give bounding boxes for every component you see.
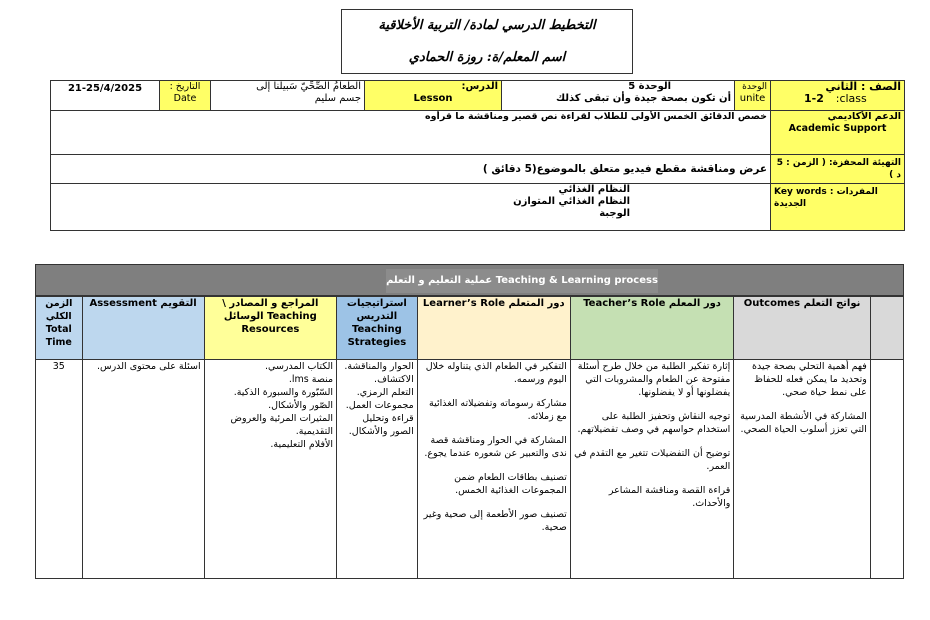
row-time: 35: [36, 360, 83, 579]
unit-title: أن تكون بصحة جيدة وأن تبقى كذلك: [555, 93, 732, 104]
warmup-label: التهيئة المحفزة: ( الزمن : 5 د ): [771, 155, 905, 184]
learner-item: المشاركة في الحوار ومناقشة قصة ندى والتعبير عن شعوره عندما يجوع.: [424, 435, 567, 459]
vocab-label-cell: [771, 184, 905, 231]
lesson-name-line1: الطَّعامُ الصِّحِّيّ سَبيلُنا إلى: [256, 81, 362, 92]
grade-label: الصف : الثاني: [825, 80, 902, 93]
class-line: [774, 93, 901, 105]
strategy-item: مجموعات العمل.: [345, 400, 414, 411]
vocab-item-1: النظام الغذائي: [558, 184, 631, 195]
resource-item: السّبّورة والسبورة الذكية.: [233, 387, 334, 398]
vocab-label-ar: المفردات الجديدة: [774, 187, 878, 209]
grade-cell: [771, 81, 905, 111]
teacher-item: توضيح أن التفضيلات تتغير مع التقدم في العمر.: [574, 448, 731, 472]
class-value: 1-2: [804, 92, 824, 105]
lesson-label-cell: [365, 81, 502, 111]
class-label: :class: [835, 92, 867, 105]
date-label-en: Date: [173, 93, 197, 104]
learner-item: مشاركة رسوماته وتفضيلاته الغذائية مع زملائه.: [429, 398, 567, 422]
outcome-item: فهم أهمية التحلي بصحة جيدة وتحديد ما يمكن فعله للحفاظ على نمط حياة صحي.: [752, 361, 867, 398]
learner-item: تصنيف صور الأطعمة إلى صحية وغير صحية.: [423, 509, 567, 533]
resource-item: الكتاب المدرسي.: [265, 361, 334, 372]
unit-label-en: unite: [739, 93, 766, 104]
col-learner: Learner’s Role دور المتعلم: [417, 297, 570, 360]
learner-item: تصنيف بطاقات الطعام ضمن المجموعات الغذائية الخمس.: [454, 472, 567, 496]
lesson-name-line2: جسم سليم: [314, 93, 362, 104]
row-strategies: [337, 360, 418, 579]
vocab-item-2: النظام الغذائي المتوازن: [513, 196, 631, 207]
teacher-name: اسم المعلم/ة: روزة الحمادي: [408, 50, 566, 65]
lesson-label-ar: الدرس:: [461, 81, 499, 92]
support-label-en: Academic Support: [788, 123, 887, 134]
resource-item: الصّور والأشكال.: [268, 400, 334, 411]
date-value: 21-25/4/2025: [51, 81, 160, 111]
strategy-item: الاكتشاف.: [374, 374, 414, 385]
teacher-item: توجيه النقاش وتحفيز الطلبة على استخدام حواسهم في وصف تفضيلاتهم.: [577, 411, 731, 435]
row-spacer: [870, 360, 903, 579]
strategy-item: الحوار والمناقشة.: [344, 361, 414, 372]
date-label-cell: [160, 81, 211, 111]
vocab-item-3: الوجبة: [599, 208, 631, 219]
col-spacer: [870, 297, 903, 360]
learner-item: التفكير في الطعام الذي يتناوله خلال اليوم ورسمه.: [425, 361, 567, 385]
lesson-name-cell: [211, 81, 365, 111]
outcome-item: المشاركة في الأنشطة المدرسية التي تعزز أسلوب الحياة الصحي.: [740, 411, 867, 435]
col-time: الزمن الكلي Total Time: [36, 297, 83, 360]
row-resources: [204, 360, 336, 579]
row-outcomes: [734, 360, 871, 579]
vocab-list: [51, 184, 771, 231]
row-learner: [417, 360, 570, 579]
support-label-ar: الدعم الأكاديمي: [827, 111, 902, 122]
teacher-item: إثارة تفكير الطلبة من خلال طرح أسئلة مفتوحة عن الطعام والمشروبات التي يفضلونها أو لا يفضلونها.: [577, 361, 731, 398]
resource-item: منصة lms.: [288, 374, 334, 385]
col-teacher: Teacher’s Role دور المعلم: [570, 297, 733, 360]
strategy-item: التعلم الرمزي.: [356, 387, 414, 398]
row-teacher: [570, 360, 733, 579]
unit-label-ar: الوحدة: [742, 82, 768, 92]
process-header: [35, 264, 904, 296]
warmup-text: عرض ومناقشة مقطع فيديو متعلق بالموضوع(5 دقائق ): [51, 155, 771, 184]
col-assessment: Assessment التقويم: [82, 297, 204, 360]
title-box: [341, 9, 633, 74]
strategy-item: قراءة وتحليل الصور والأشكال.: [348, 413, 414, 437]
date-label-ar: التاريخ :: [169, 81, 201, 92]
col-resources: المراجع و المصادر \ الوسائل Teaching Resources: [204, 297, 336, 360]
resource-item: الأفلام التعليمية.: [270, 439, 334, 450]
unit-cell: [502, 81, 735, 111]
col-strategies: استراتيجيات التدريس Teaching Strategies: [337, 297, 418, 360]
process-table: [35, 296, 904, 579]
resource-item: المثيرات المرئية والعروض التقديمية.: [230, 413, 334, 437]
unit-number: الوحدة 5: [628, 81, 672, 92]
lesson-label-en: Lesson: [413, 93, 453, 104]
vocab-label-en: Key words :: [774, 187, 834, 197]
support-label-cell: [771, 111, 905, 155]
teacher-item: قراءة القصة ومناقشة المشاعر والأحداث.: [608, 485, 731, 509]
lesson-info-table: [50, 80, 905, 231]
col-outcomes: Outcomes نواتج التعلم: [734, 297, 871, 360]
plan-title: التخطيط الدرسي لمادة/ التربية الأخلاقية: [378, 18, 596, 33]
unit-label-cell: [735, 81, 771, 111]
row-assessment: اسئلة على محتوى الدرس.: [82, 360, 204, 579]
support-text: خصص الدقائق الخمس الأولى للطلاب لقراءة نص قصير ومناقشة ما قرأوه: [51, 111, 771, 155]
process-title: Teaching & Learning process عملية التعليم و التعلم: [386, 269, 658, 293]
